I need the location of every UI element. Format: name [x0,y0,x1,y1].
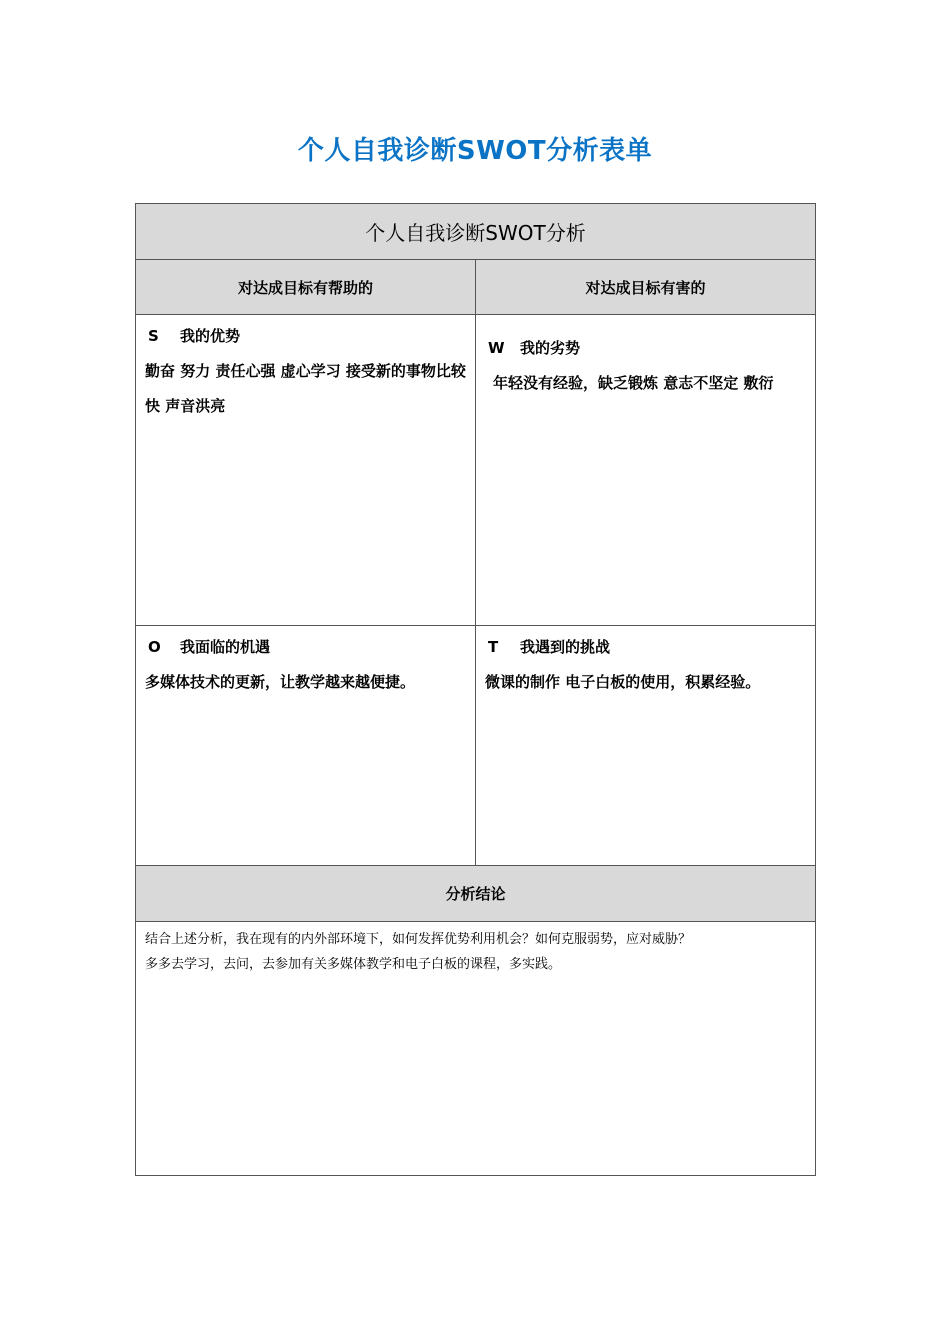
strengths-cell [136,315,476,626]
conclusion-cell [136,922,816,1176]
threats-cell [476,626,816,866]
strengths-letter: S [148,327,159,345]
weaknesses-letter: W [488,339,505,357]
harmful-column-header: 对达成目标有害的 [476,260,816,315]
opportunities-text: 多媒体技术的更新，让教学越来越便捷。 [145,673,416,691]
weaknesses-text: 年轻没有经验，缺乏锻炼 意志不坚定 敷衍 [493,374,774,392]
table-header: 个人自我诊断SWOT分析 [136,204,816,260]
conclusion-text: 多多去学习，去问，去参加有关多媒体教学和电子白板的课程，多实践。 [145,957,562,972]
strengths-text: 勤奋 努力 责任心强 虚心学习 接受新的事物比较快 声音洪亮 [145,362,466,415]
opportunities-title: 我面临的机遇 [180,638,271,656]
helpful-column-header: 对达成目标有帮助的 [136,260,476,315]
weaknesses-cell [476,315,816,626]
threats-letter: T [488,638,499,656]
swot-table [135,203,816,1176]
conclusion-prompt: 结合上述分析，我在现有的内外部环境下，如何发挥优势利用机会？如何克服弱势，应对威胁？ [145,932,692,947]
opportunities-letter: O [148,638,161,656]
page-title: 个人自我诊断SWOT分析表单 [297,136,653,166]
opportunities-cell [136,626,476,866]
threats-title: 我遇到的挑战 [520,638,611,656]
threats-text: 微课的制作 电子白板的使用，积累经验。 [485,673,761,691]
strengths-title: 我的优势 [180,327,241,345]
conclusion-header: 分析结论 [136,866,816,922]
weaknesses-title: 我的劣势 [520,339,581,357]
